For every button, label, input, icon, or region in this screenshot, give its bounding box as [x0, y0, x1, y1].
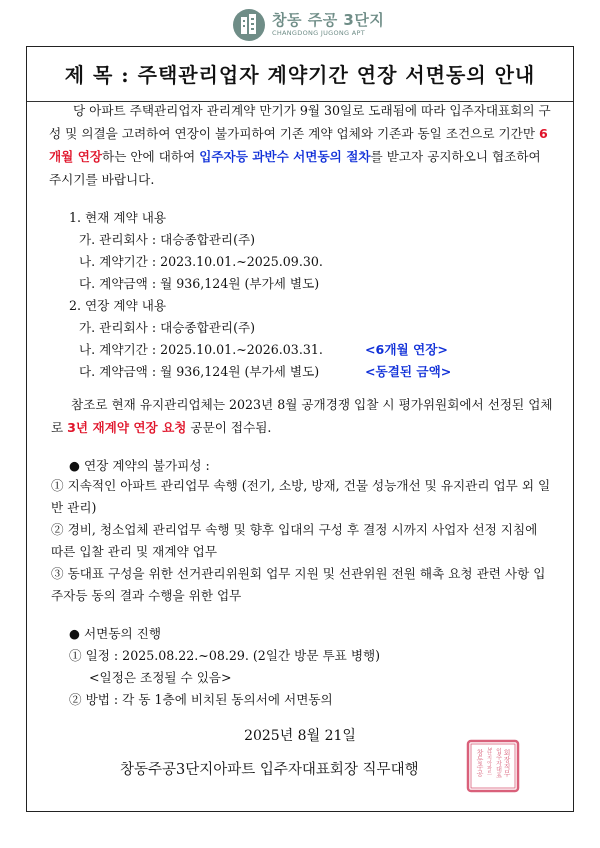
- intro-text-2: 하는 안에 대하여: [102, 149, 200, 164]
- necessity-item-3: ③ 동대표 구성을 위한 선거관리위원회 업무 지원 및 선관위원 전원 해촉 요청 관련 사항 입주자등 동의 결과 수행을 위한 업무: [51, 566, 546, 603]
- signer-name: 창동주공3단지아파트 입주자대표회장 직무대행: [120, 762, 419, 778]
- seal-text-4: 회장직무: [503, 749, 511, 777]
- official-seal-icon: [466, 739, 520, 793]
- progress-heading: ● 서면동의 진행: [69, 626, 161, 641]
- progress-method: ② 방법 : 각 동 1층에 비치된 동의서에 서면동의: [69, 692, 333, 707]
- logo-subtitle: CHANGDONG JUGONG APT: [272, 29, 365, 38]
- necessity-item-2: ② 경비, 청소업체 관리업무 속행 및 향후 입대의 구성 후 결정 시까지 사업자 선정 지침에 따른 입찰 관리 및 재계약 업무: [51, 522, 538, 559]
- extension-contract-heading: 2. 연장 계약 내용: [69, 298, 167, 313]
- reference-text-2: 공문이 접수됨.: [186, 420, 272, 435]
- notice-title: 제 목 : 주택관리업자 계약기간 연장 서면동의 안내: [64, 63, 536, 87]
- current-contract-heading: 1. 현재 계약 내용: [69, 210, 167, 225]
- current-amount: 다. 계약금액 : 월 936,124원 (부가세 별도): [79, 276, 320, 291]
- current-company: 가. 관리회사 : 대승종합관리(주): [79, 232, 256, 247]
- seal-text-1: 창동주공: [476, 749, 484, 777]
- extension-amount-note: <동결된 금액>: [365, 364, 452, 379]
- logo-name: 창동 주공 3단지: [272, 11, 385, 30]
- intro-highlight-extension: 6개월 연장: [49, 126, 548, 164]
- reference-text-1: 참조로 현재 유지관리업체는 2023년 8월 공개경쟁 입찰 시 평가위원회에서 선정된 업체로: [51, 397, 553, 435]
- current-period: 나. 계약기간 : 2023.10.01.~2025.09.30.: [79, 254, 323, 269]
- notice-frame: [26, 46, 574, 812]
- intro-highlight-consent: 입주자등 과반수 서면동의 절차: [199, 149, 371, 164]
- progress-schedule: ① 일정 : 2025.08.22.~08.29. (2일간 방문 투표 병행): [69, 648, 381, 663]
- seal-text-2: 3단지아파트: [486, 747, 492, 776]
- extension-company: 가. 관리회사 : 대승종합관리(주): [79, 320, 256, 335]
- building-logo-icon: [232, 8, 266, 42]
- seal-text-3: 입주자대표: [494, 748, 502, 778]
- necessity-heading: ● 연장 계약의 불가피성 :: [69, 458, 210, 473]
- intro-text-3: 를 받고자 공지하오니 협조하여 주시기를 바랍니다.: [49, 149, 541, 187]
- extension-period: 나. 계약기간 : 2025.10.01.~2026.03.31.: [79, 342, 323, 357]
- necessity-item-1: ① 지속적인 아파트 관리업무 속행 (전기, 소방, 방재, 건물 성능개선 및 유지관리 업무 외 일반 관리): [51, 478, 551, 515]
- extension-period-note: <6개월 연장>: [365, 342, 448, 357]
- reference-paragraph: [51, 393, 553, 439]
- apartment-logo: [232, 8, 384, 42]
- intro-paragraph: [49, 99, 553, 191]
- intro-text-1: 당 아파트 주택관리업자 관리계약 만기가 9월 30일로 도래됨에 따라 입주자대표회의 구성 및 의결을 고려하여 연장이 불가피하여 기존 계약 업체와 기존과 동일 조건으로 기간만: [49, 103, 551, 141]
- extension-amount: 다. 계약금액 : 월 936,124원 (부가세 별도): [79, 364, 320, 379]
- progress-schedule-note: <일정은 조정될 수 있음>: [89, 670, 232, 685]
- reference-highlight: 3년 재계약 연장 요청: [67, 420, 187, 435]
- notice-date: 2025년 8월 21일: [244, 728, 356, 744]
